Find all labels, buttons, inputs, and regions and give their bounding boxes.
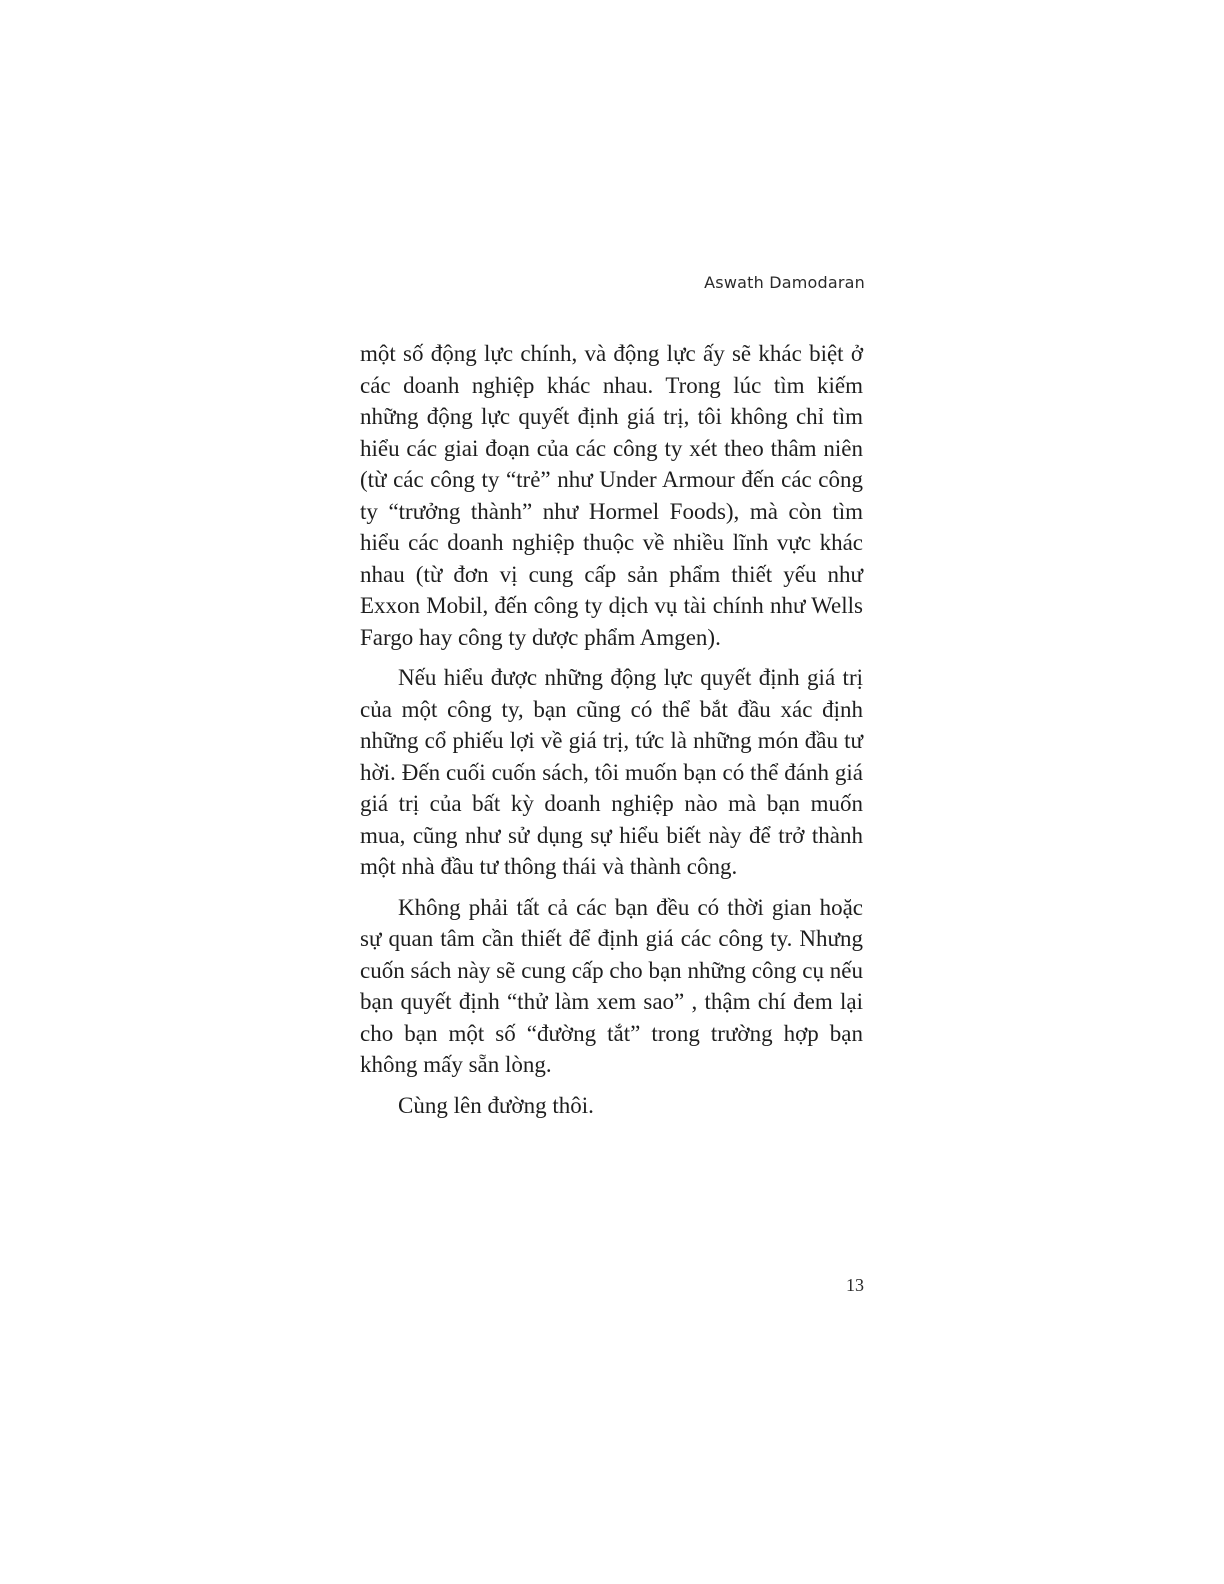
paragraph-continued: một số động lực chính, và động lực ấy sẽ khác biệt ở các doanh nghiệp khác nhau. Trong lúc tìm kiếm những động lực quyết định giá trị, tôi không chỉ tìm hiểu các giai đoạn của các công ty xét theo thâm niên (từ các công ty “trẻ” như Under Armour đến các công ty “trưởng thành” như Hormel Foods), mà còn tìm hiểu các doanh nghiệp thuộc về nhiều lĩnh vực khác nhau (từ đơn vị cung cấp sản phẩm thiết yếu như Exxon Mobil, đến công ty dịch vụ tài chính như Wells Fargo hay công ty dược phẩm Amgen).	[360, 341, 863, 650]
running-header-author: Aswath Damodaran	[704, 273, 865, 292]
paragraph-value-drivers: Nếu hiểu được những động lực quyết định giá trị của một công ty, bạn cũng có thể bắt đầu xác định những cổ phiếu lợi về giá trị, tức là những món đầu tư hời. Đến cuối cuốn sách, tôi muốn bạn có thể đánh giá giá trị của bất kỳ doanh nghiệp nào mà bạn muốn mua, cũng như sử dụng sự hiểu biết này để trở thành một nhà đầu tư thông thái và thành công.	[360, 665, 863, 879]
paragraph-tools: Không phải tất cả các bạn đều có thời gian hoặc sự quan tâm cần thiết để định giá các công ty. Nhưng cuốn sách này sẽ cung cấp cho bạn những công cụ nếu bạn quyết định “thử làm xem sao” , thậm chí đem lại cho bạn một số “đường tắt” trong trường hợp bạn không mấy sẵn lòng.	[360, 894, 863, 1077]
page-number: 13	[846, 1275, 864, 1295]
paragraph-closing: Cùng lên đường thôi.	[398, 1092, 594, 1118]
body-text	[360, 338, 863, 1130]
